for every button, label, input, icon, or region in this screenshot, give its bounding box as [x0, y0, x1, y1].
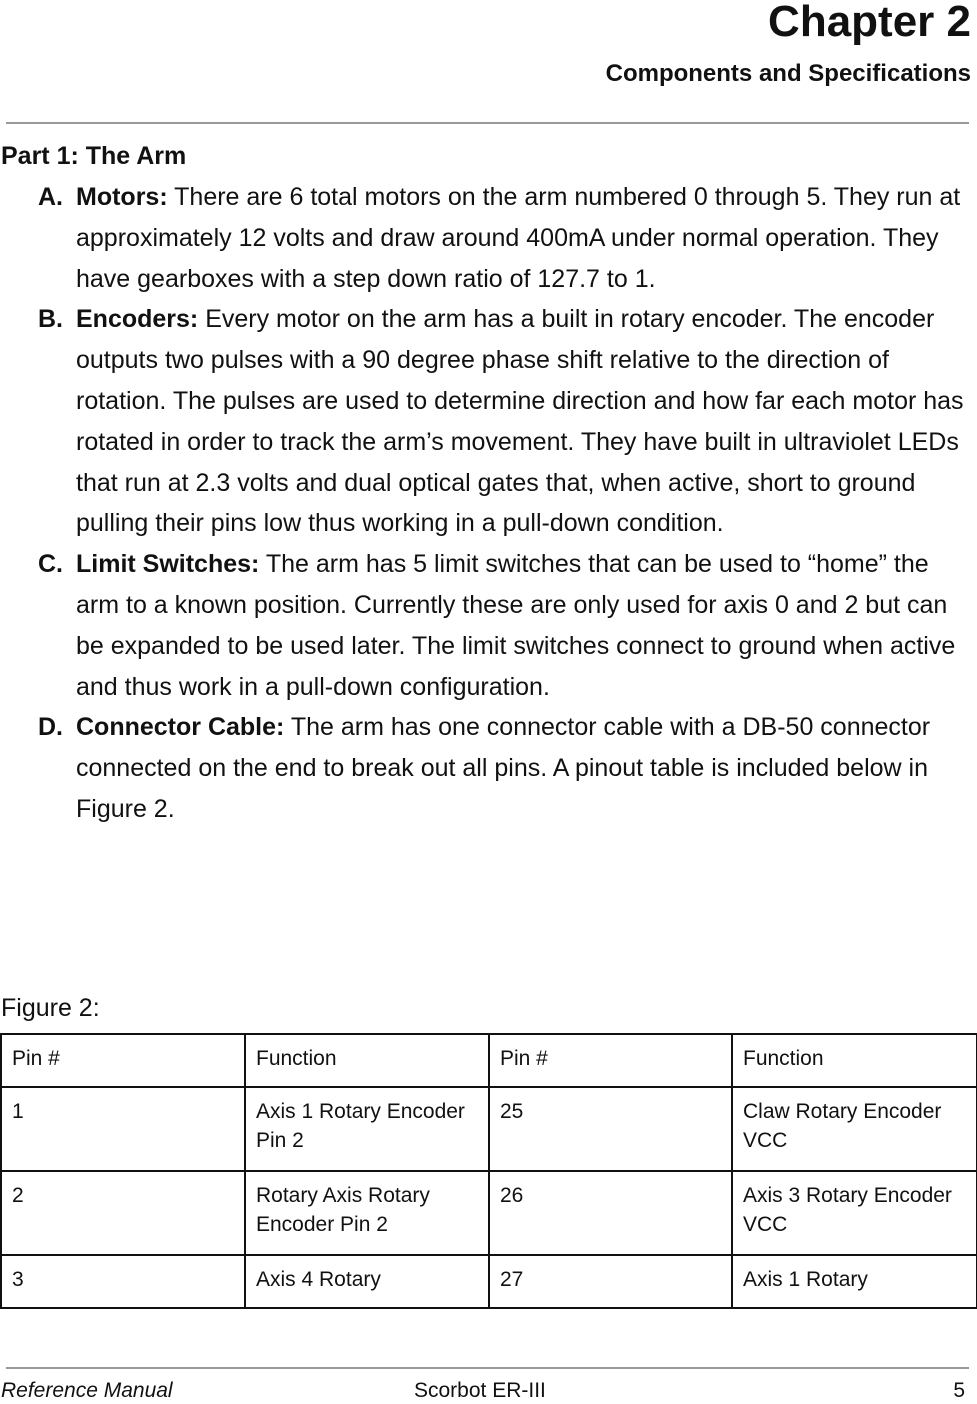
list-item-letter: D. [38, 713, 63, 742]
list-item-text: There are 6 total motors on the arm numbered 0 through 5. They run at approximately 12 volts and draw around 400mA under normal operation. They have gearboxes with a step down ratio of 127.7 to 1. [76, 183, 961, 293]
table-cell: Axis 1 Rotary [732, 1255, 977, 1308]
list-item-text: Every motor on the arm has a built in rotary encoder. The encoder outputs two pulses with a 90 degree phase shift relative to the direction of rotation. The pulses are used to determine direction and how far each motor has rotated in order to track the arm’s movement. They have built in ultraviolet LEDs that run at 2.3 volts and dual optical gates that, when active, short to ground pulling their pins low thus working in a pull-down condition. [76, 305, 964, 538]
table-row [1, 1255, 977, 1308]
table-cell: 27 [489, 1255, 732, 1308]
list-item-encoders [38, 299, 973, 544]
page-number: 5 [953, 1379, 965, 1402]
column-header-function: Function [245, 1034, 489, 1087]
header-divider [6, 122, 969, 124]
list-item-letter: B. [38, 305, 63, 334]
list-item-term: Motors: [76, 183, 168, 211]
list-item-term: Encoders: [76, 305, 199, 334]
table-row [1, 1171, 977, 1255]
table-cell: Axis 3 Rotary Encoder VCC [732, 1171, 977, 1255]
column-header-pin: Pin # [1, 1034, 245, 1087]
chapter-subtitle: Components and Specifications [605, 60, 971, 87]
footer-divider [6, 1367, 969, 1369]
list-item-motors [38, 177, 973, 299]
column-header-pin: Pin # [489, 1034, 732, 1087]
component-list [38, 177, 973, 830]
table-cell: 2 [1, 1171, 245, 1255]
table-cell: 3 [1, 1255, 245, 1308]
list-item-letter: C. [38, 550, 63, 579]
list-item-text: The arm has one connector cable with a DB-50 connector connected on the end to break out all pins. A pinout table is included below in Figure 2. [76, 713, 931, 823]
column-header-function: Function [732, 1034, 977, 1087]
table-cell: Claw Rotary Encoder VCC [732, 1087, 977, 1171]
table-cell: 1 [1, 1087, 245, 1171]
chapter-title: Chapter 2 [768, 0, 971, 46]
footer-product-name: Scorbot ER-III [414, 1379, 546, 1402]
table-header-row [1, 1034, 977, 1087]
section-heading: Part 1: The Arm [1, 142, 187, 170]
figure-label: Figure 2: [1, 994, 100, 1022]
table-cell: Rotary Axis Rotary Encoder Pin 2 [245, 1171, 489, 1255]
footer-document-title: Reference Manual [1, 1379, 173, 1402]
table-row [1, 1087, 977, 1171]
list-item-term: Connector Cable: [76, 713, 285, 742]
list-item-term: Limit Switches: [76, 550, 260, 579]
list-item-connector-cable [38, 707, 973, 829]
table-cell: Axis 4 Rotary [245, 1255, 489, 1308]
pinout-table [0, 1033, 977, 1309]
list-item-limit-switches [38, 544, 973, 707]
list-item-letter: A. [38, 183, 63, 211]
table-cell: 26 [489, 1171, 732, 1255]
list-item-text: The arm has 5 limit switches that can be used to “home” the arm to a known position. Currently these are only used for axis 0 and 2 but can be expanded to be used later. The limit switches connect to ground when active and thus work in a pull-down configuration. [76, 550, 956, 701]
table-cell: 25 [489, 1087, 732, 1171]
table-cell: Axis 1 Rotary Encoder Pin 2 [245, 1087, 489, 1171]
